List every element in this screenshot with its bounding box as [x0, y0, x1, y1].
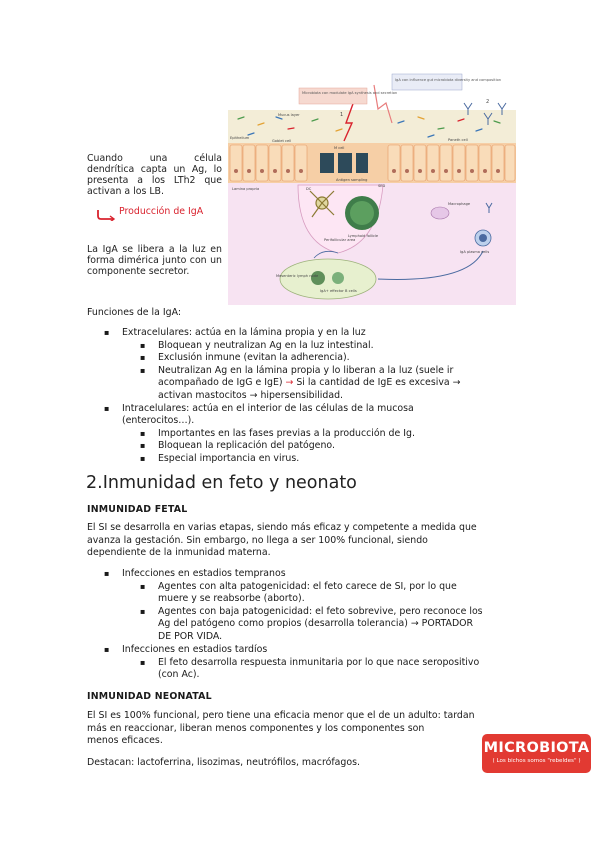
- label-paneth: Paneth cell: [448, 138, 468, 142]
- hook-arrow-icon: [96, 206, 116, 225]
- macrophage: [431, 207, 449, 219]
- early-item-2b: Ag del patógeno como propios (desarrolla tolerancia) → PORTADOR: [158, 618, 474, 629]
- fetal-heading: INMUNIDAD FETAL: [87, 504, 188, 515]
- intracelular-label-2: (enterocitos…).: [122, 415, 195, 426]
- label-mucus: Mucus layer: [278, 113, 300, 117]
- label-macrophage: Macrophage: [448, 202, 471, 206]
- neonatal-heading: INMUNIDAD NEONATAL: [87, 691, 212, 702]
- side-note-2: La IgA se libera a la luz en forma dimérica junto con un componente secretor.: [87, 244, 222, 277]
- intracelular-label-1: Intracelulares: actúa en el interior de las células de la mucosa: [122, 403, 414, 414]
- produccion-iga-label: Producción de IgA: [119, 206, 204, 217]
- square-bullet-icon: ▪: [140, 366, 146, 375]
- label-sed: SED: [378, 184, 386, 188]
- late-item-1b: (con Ac).: [158, 669, 200, 680]
- label-num2: 2: [486, 99, 490, 105]
- square-bullet-icon: ▪: [140, 607, 146, 616]
- label-goblet: Goblet cell: [272, 139, 292, 143]
- extra-item-3c: activan mastocitos → hipersensibilidad.: [158, 390, 344, 401]
- fetal-p-3: dependiente de la inmunidad materna.: [87, 547, 271, 558]
- bullet-dot: ▪: [104, 328, 110, 337]
- bullet-dot: ▪: [104, 404, 110, 413]
- early-item-1: Agentes con alta patogenicidad: el feto carece de SI, por lo que: [158, 581, 457, 592]
- iga-figure: [228, 73, 516, 305]
- early-item-2: Agentes con baja patogenicidad: el feto sobrevive, pero reconoce los: [158, 606, 483, 617]
- label-iga-b: IgA+ effector B cells: [320, 289, 357, 293]
- neonatal-p-1: El SI es 100% funcional, pero tiene una eficacia menor que el de un adulto: tardan: [87, 710, 475, 721]
- label-lymphoid: Lymphoid follicle: [348, 234, 379, 238]
- early-item-1b: muere y se reabsorbe (aborto).: [158, 593, 305, 604]
- extra-item-3b: acompañado de IgG e IgE) → Si la cantidad de IgE es excesiva →: [158, 377, 461, 388]
- label-perifollicular: Perifollicular area: [324, 238, 356, 242]
- intra-item-2: Bloquean la replicación del patógeno.: [158, 440, 335, 451]
- extra-item-3: Neutralizan Ag en la lámina propia y lo liberan a la luz (suele ir: [158, 365, 454, 376]
- square-bullet-icon: ▪: [140, 658, 146, 667]
- square-bullet-icon: ▪: [140, 429, 146, 438]
- logo-subtitle: ( Los bichos somos "rebeldes" ): [492, 758, 581, 764]
- intra-item-3: Especial importancia en virus.: [158, 453, 300, 464]
- m-cell: [320, 153, 368, 173]
- label-epithelium: Epithelium: [230, 136, 250, 140]
- label-iga-plasma: IgA plasma cells: [460, 250, 490, 254]
- bullet-dot: ▪: [104, 569, 110, 578]
- extra-item-2: Exclusión inmune (evitan la adherencia).: [158, 352, 350, 363]
- label-num1: 1: [340, 112, 344, 118]
- square-bullet-icon: ▪: [140, 441, 146, 450]
- intra-item-1: Importantes en las fases previas a la producción de Ig.: [158, 428, 415, 439]
- extra-item-1: Bloquean y neutralizan Ag en la luz intestinal.: [158, 340, 374, 351]
- extracelular-label: Extracelulares: actúa en la lámina propia y en la luz: [122, 327, 366, 338]
- label-mesenteric: Mesenteric lymph node: [276, 274, 319, 278]
- logo-title: MICROBIOTA: [483, 740, 590, 756]
- early-item-2c: DE POR VIDA.: [158, 631, 223, 642]
- late-item-1: El feto desarrolla respuesta inmunitaria por lo que nace seropositivo: [158, 657, 480, 668]
- label-dc: DC: [306, 187, 312, 191]
- neonatal-p-3: menos eficaces.: [87, 735, 163, 746]
- label-mcell: M cell: [334, 146, 345, 150]
- section-title: 2.Inmunidad en feto y neonato: [86, 473, 357, 493]
- bullet-dot: ▪: [104, 645, 110, 654]
- microbiota-logo: [482, 734, 591, 773]
- square-bullet-icon: ▪: [140, 454, 146, 463]
- late-label: Infecciones en estadios tardíos: [122, 644, 268, 655]
- functions-heading: Funciones de la IgA:: [87, 307, 181, 318]
- label-lamina: Lamina propria: [232, 187, 260, 191]
- side-note-1: Cuando una célula dendrítica capta un Ag, lo presenta a los LTh2 que activan a los LB.: [87, 153, 222, 197]
- top-box-line1: Microbiota can modulate IgA synthesis and secretion: [302, 91, 398, 95]
- neonatal-p-2: más en reaccionar, liberan menos componentes y los componentes son: [87, 723, 425, 734]
- square-bullet-icon: ▪: [140, 353, 146, 362]
- top-right-box-text: IgA can influence gut microbiota diversity and composition: [395, 78, 502, 82]
- square-bullet-icon: ▪: [140, 341, 146, 350]
- fetal-p-1: El SI se desarrolla en varias etapas, siendo más eficaz y competente a medida que: [87, 522, 477, 533]
- square-bullet-icon: ▪: [140, 582, 146, 591]
- fetal-p-2: avanza la gestación. Sin embargo, no llega a ser 100% funcional, siendo: [87, 535, 428, 546]
- label-antigen: Antigen sampling: [336, 178, 368, 182]
- early-label: Infecciones en estadios tempranos: [122, 568, 286, 579]
- destacan-text: Destacan: lactoferrina, lisozimas, neutrófilos, macrófagos.: [87, 757, 360, 768]
- mesenteric-lymph-node: [280, 259, 376, 299]
